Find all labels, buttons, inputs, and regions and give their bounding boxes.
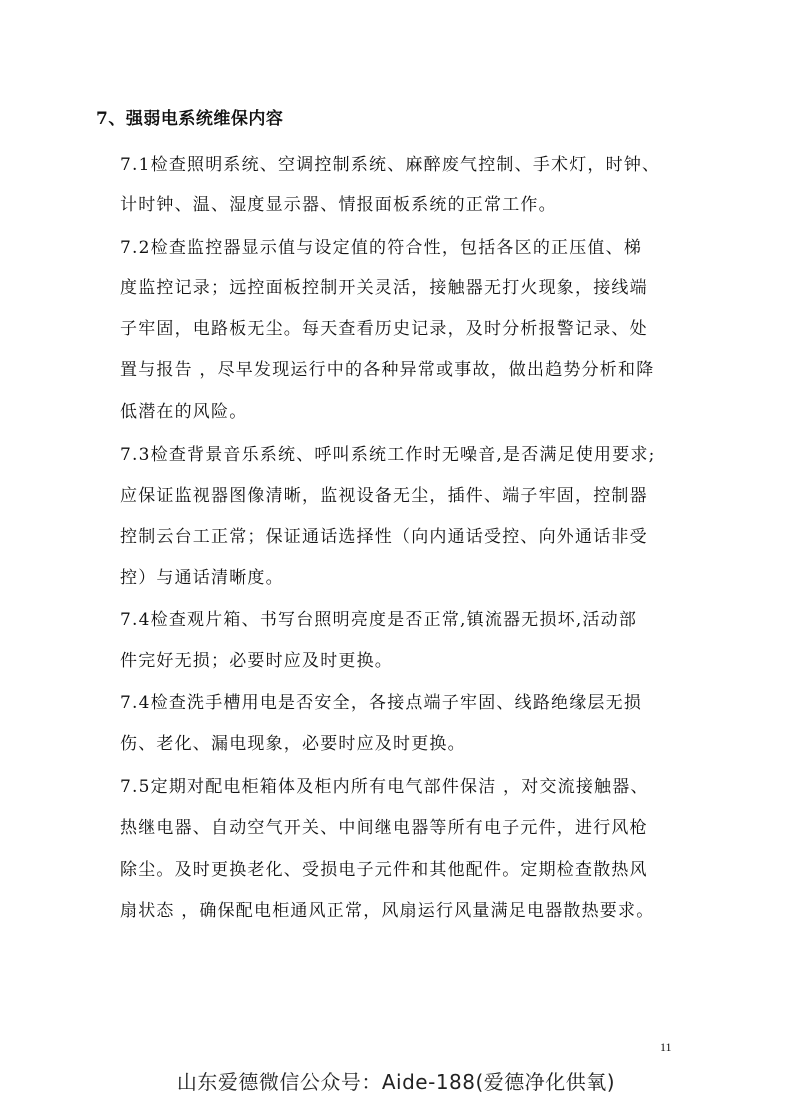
- paragraph-line: 7.4检查洗手槽用电是否安全，各接点端子牢固、线路绝缘层无损: [120, 693, 643, 713]
- paragraph-line: 除尘。及时更换老化、受损电子元件和其他配件。定期检查散热风: [120, 860, 648, 880]
- paragraph-line: 子牢固，电路板无尘。每天查看历史记录，及时分析报警记录、处: [120, 319, 648, 339]
- paragraph-line: 应保证监视器图像清晰，监视设备无尘，插件、端子牢固，控制器: [120, 486, 648, 506]
- paragraph-line: 控制云台工正常；保证通话选择性（向内通话受控、向外通话非受: [120, 527, 648, 547]
- paragraph-line: 件完好无损；必要时应及时更换。: [120, 651, 393, 671]
- paragraph-line: 7.3检查背景音乐系统、呼叫系统工作时无噪音,是否满足使用要求;: [120, 445, 656, 465]
- page-number: 11: [660, 1040, 672, 1054]
- paragraph-line: 计时钟、温、湿度显示器、情报面板系统的正常工作。: [120, 195, 557, 215]
- paragraph-line: 伤、老化、漏电现象，必要时应及时更换。: [120, 734, 466, 754]
- paragraph-line: 7.5定期对配电柜箱体及柜内所有电气部件保洁 ，对交流接触器、: [120, 777, 649, 797]
- paragraph-line: 热继电器、自动空气开关、中间继电器等所有电子元件，进行风枪: [120, 818, 648, 838]
- section-heading: 7、强弱电系统维保内容: [96, 109, 284, 129]
- paragraph-line: 扇状态 ，确保配电柜通风正常，风扇运行风量满足电器散热要求。: [120, 901, 655, 921]
- paragraph-line: 7.4检查观片箱、书写台照明亮度是否正常,镇流器无损坏,活动部: [120, 610, 638, 630]
- paragraph-line: 控）与通话清晰度。: [120, 568, 284, 588]
- paragraph-line: 7.2检查监控器显示值与设定值的符合性，包括各区的正压值、梯: [120, 238, 643, 258]
- paragraph-line: 置与报告 ，尽早发现运行中的各种异常或事故，做出趋势分析和降: [120, 360, 655, 380]
- paragraph-line: 度监控记录；远控面板控制开关灵活，接触器无打火现象，接线端: [120, 278, 648, 298]
- paragraph-line: 低潜在的风险。: [120, 402, 248, 422]
- paragraph-line: 7.1检查照明系统、空调控制系统、麻醉废气控制、手术灯，时钟、: [120, 155, 661, 175]
- footer-watermark-text: 山东爱德微信公众号：Aide-188(爱德净化供氧): [176, 1070, 616, 1094]
